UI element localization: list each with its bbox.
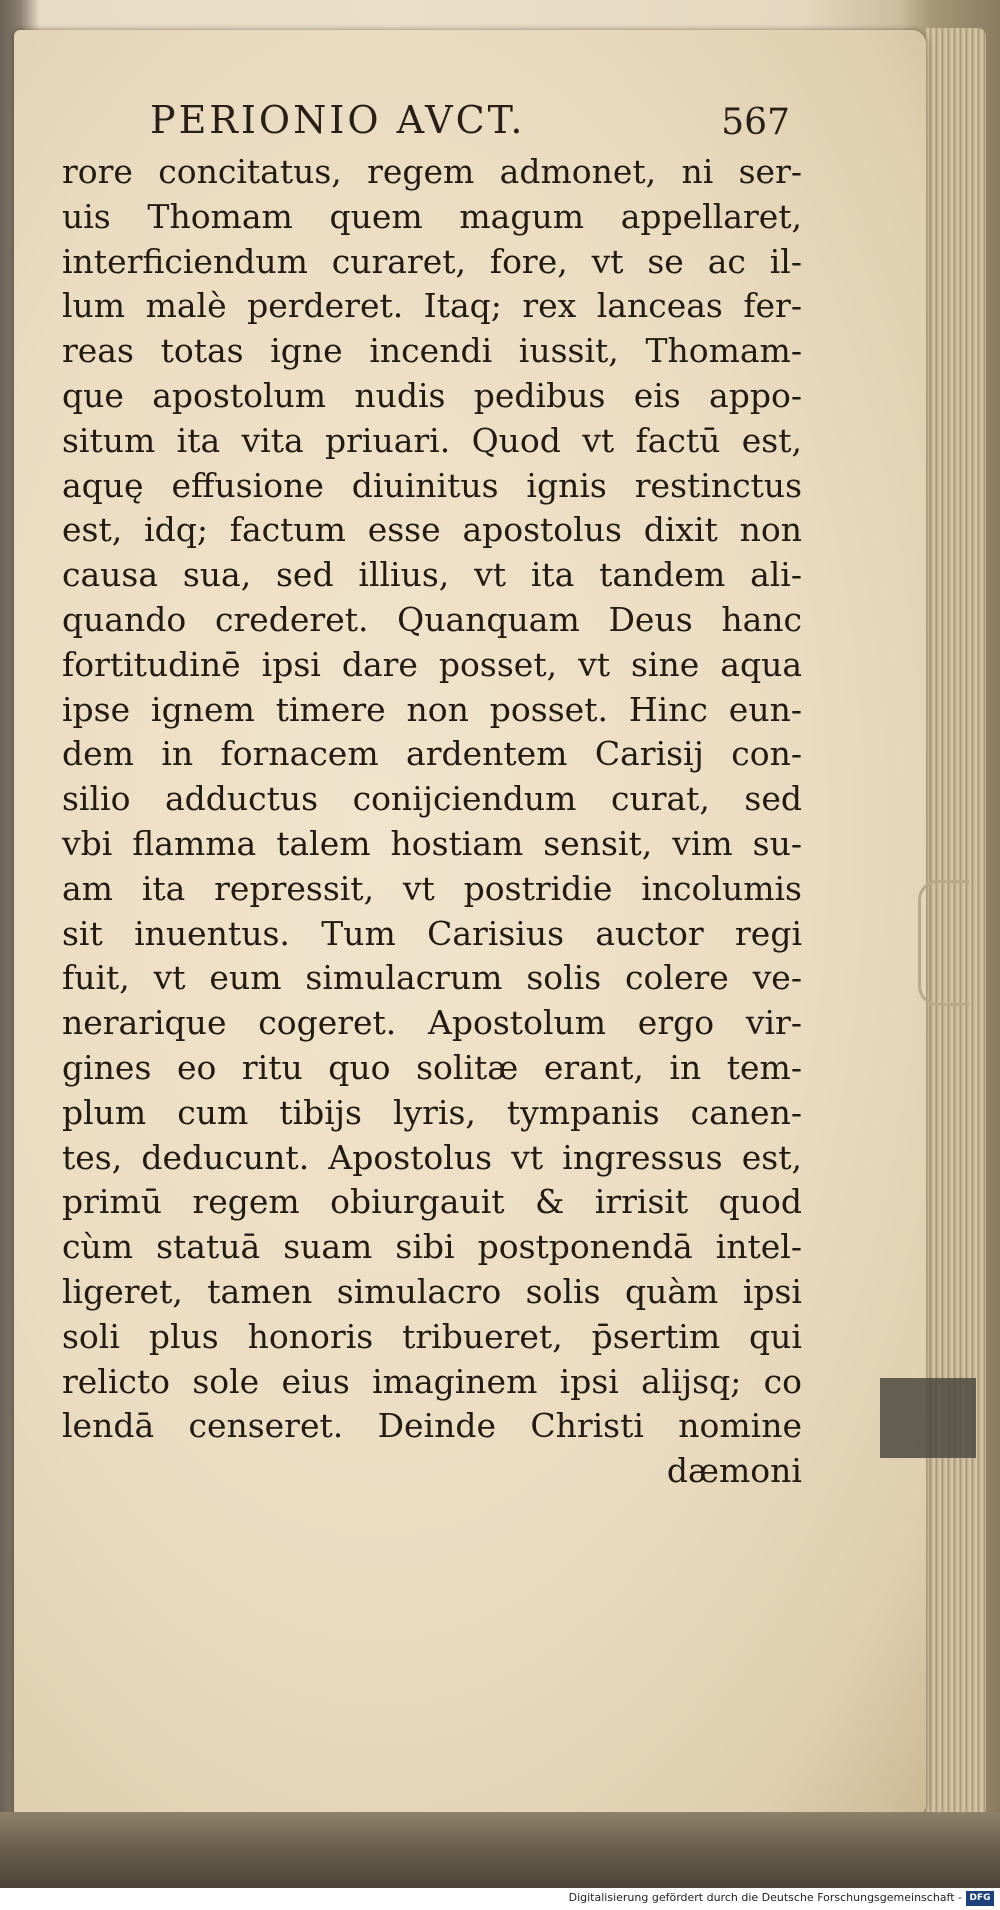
text-line: relicto sole eius imaginem ipsi alijsq; co xyxy=(62,1361,802,1401)
catchword: dæmoni xyxy=(666,1451,802,1491)
text-line: lendā censeret. Deinde Christi nomine xyxy=(62,1406,802,1446)
text-line: nerarique cogeret. Apostolum ergo vir- xyxy=(62,1003,802,1043)
text-line: silio adductus conijciendum curat, sed xyxy=(62,779,802,819)
text-line: tes, deducunt. Apostolus vt ingressus est, xyxy=(62,1137,802,1177)
text-line: situm ita vita priuari. Quod vt factū est, xyxy=(62,420,802,460)
footer-bar xyxy=(0,1888,1000,1910)
text-line: dem in fornacem ardentem Carisij con- xyxy=(62,734,802,774)
text-line: interficiendum curaret, fore, vt se ac il- xyxy=(62,241,802,281)
text-line: ligeret, tamen simulacro solis quàm ipsi xyxy=(62,1271,802,1311)
page-tab xyxy=(880,1378,976,1458)
text-line: aquę effusione diuinitus ignis restinctus xyxy=(62,465,802,505)
page-clip xyxy=(918,880,969,1006)
text-line: plum cum tibijs lyris, tympanis canen- xyxy=(62,1092,802,1132)
text-line: fortitudinē ipsi dare posset, vt sine aqua xyxy=(62,644,802,684)
running-head: PERIONIO AVCT. xyxy=(150,98,526,142)
text-line: primū regem obiurgauit & irrisit quod xyxy=(62,1182,802,1222)
text-line: ipse ignem timere non posset. Hinc eun- xyxy=(62,689,802,729)
page-header xyxy=(150,98,790,142)
text-line: est, idq; factum esse apostolus dixit non xyxy=(62,510,802,550)
body-text xyxy=(62,150,802,1494)
text-line: causa sua, sed illius, vt ita tandem ali- xyxy=(62,555,802,595)
text-line: uis Thomam quem magum appellaret, xyxy=(62,196,802,236)
text-line: quando crederet. Quanquam Deus hanc xyxy=(62,599,802,639)
dfg-logo: DFG xyxy=(966,1891,994,1906)
text-line: sit inuentus. Tum Carisius auctor regi xyxy=(62,913,802,953)
text-line: vbi flamma talem hostiam sensit, vim su- xyxy=(62,823,802,863)
book-bottom-edge xyxy=(0,1812,1000,1888)
text-line: cùm statuā suam sibi postponendā intel- xyxy=(62,1227,802,1267)
text-line: gines eo ritu quo solitæ erant, in tem- xyxy=(62,1047,802,1087)
funding-credit: Digitalisierung gefördert durch die Deutsche Forschungsgemeinschaft - xyxy=(568,1891,962,1904)
text-line: rore concitatus, regem admonet, ni ser- xyxy=(62,152,802,191)
text-line: fuit, vt eum simulacrum solis colere ve- xyxy=(62,958,802,998)
text-line: soli plus honoris tribueret, p̄sertim qui xyxy=(62,1316,802,1356)
text-line: am ita repressit, vt postridie incolumis xyxy=(62,868,802,908)
text-line: lum malè perderet. Itaq; rex lanceas fer- xyxy=(62,286,802,326)
page-number: 567 xyxy=(721,102,790,143)
text-line: que apostolum nudis pedibus eis appo- xyxy=(62,375,802,415)
text-line: reas totas igne incendi iussit, Thomam- xyxy=(62,331,802,371)
